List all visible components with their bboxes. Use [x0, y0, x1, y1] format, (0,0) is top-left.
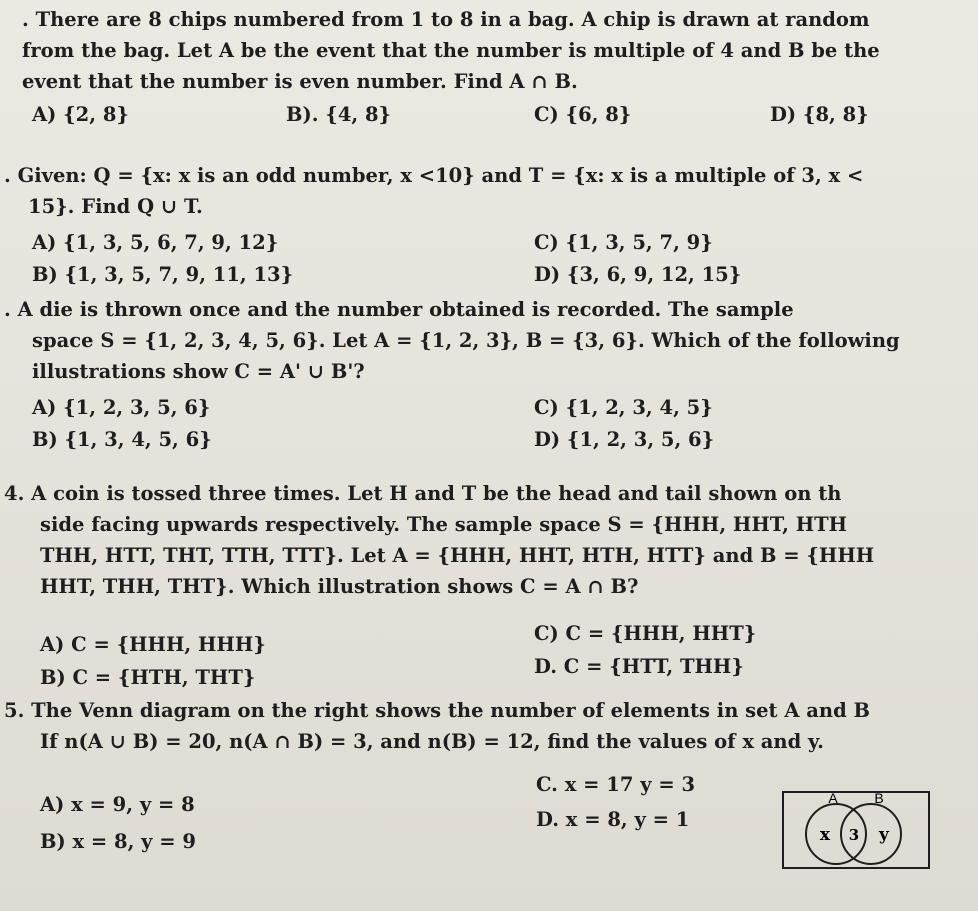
question-line: illustrations show C = A' ∪ B'? — [32, 360, 365, 383]
question-line: HHT, THH, THT}. Which illustration shows C = A ∩ B? — [40, 575, 639, 598]
option: C) {1, 2, 3, 4, 5} — [534, 396, 713, 419]
option: D) {3, 6, 9, 12, 15} — [534, 263, 742, 286]
option: C) {6, 8} — [534, 103, 632, 126]
question-4 — [4, 478, 972, 602]
venn-region-b-only: y — [879, 825, 889, 845]
venn-label-b: B — [874, 790, 884, 806]
question-line: space S = {1, 2, 3, 4, 5, 6}. Let A = {1, 2, 3}, B = {3, 6}. Which of the following — [32, 329, 900, 352]
option: D) {1, 2, 3, 5, 6} — [534, 428, 715, 451]
option: A) {2, 8} — [32, 103, 129, 126]
venn-label-a: A — [828, 790, 838, 806]
question-line: If n(A ∪ B) = 20, n(A ∩ B) = 3, and n(B) = 12, find the values of x and y. — [40, 730, 824, 753]
question-line: . There are 8 chips numbered from 1 to 8 in a bag. A chip is drawn at random — [22, 8, 870, 31]
question-line: . A die is thrown once and the number obtained is recorded. The sample — [4, 298, 794, 321]
question-5 — [4, 695, 972, 757]
question-line: from the bag. Let A be the event that the number is multiple of 4 and B be the — [22, 39, 880, 62]
option: B) C = {HTH, THT} — [40, 666, 256, 689]
question-line: . Given: Q = {x: x is an odd number, x <10} and T = {x: x is a multiple of 3, x < — [4, 164, 864, 187]
question-2 — [4, 160, 972, 222]
option: B). {4, 8} — [286, 103, 392, 126]
question-line: side facing upwards respectively. The sample space S = {HHH, HHT, HTH — [40, 513, 848, 536]
question-1 — [22, 4, 972, 97]
option: C) C = {HHH, HHT} — [534, 622, 757, 645]
question-line: THH, HTT, THT, TTH, TTT}. Let A = {HHH, HHT, HTH, HTT} and B = {HHH — [40, 544, 875, 567]
question-line: 4. A coin is tossed three times. Let H and T be the head and tail shown on th — [4, 482, 842, 505]
option: C) {1, 3, 5, 7, 9} — [534, 231, 713, 254]
question-line: event that the number is even number. Find A ∩ B. — [22, 70, 578, 93]
option: A) C = {HHH, HHH} — [40, 633, 266, 656]
option: A) {1, 3, 5, 6, 7, 9, 12} — [32, 231, 279, 254]
option: B) {1, 3, 5, 7, 9, 11, 13} — [32, 263, 294, 286]
question-line: 15}. Find Q ∪ T. — [28, 195, 203, 218]
option: A) {1, 2, 3, 5, 6} — [32, 396, 211, 419]
option: D) {8, 8} — [770, 103, 869, 126]
option: A) x = 9, y = 8 — [40, 793, 195, 816]
venn-region-intersection: 3 — [848, 826, 860, 844]
venn-diagram — [781, 790, 931, 870]
option: C. x = 17 y = 3 — [536, 773, 696, 796]
option: D. C = {HTT, THH} — [534, 655, 744, 678]
venn-region-a-only: x — [819, 825, 831, 845]
question-line: 5. The Venn diagram on the right shows the number of elements in set A and B — [4, 699, 870, 722]
option: B) {1, 3, 4, 5, 6} — [32, 428, 212, 451]
question-3 — [4, 294, 972, 387]
option: B) x = 8, y = 9 — [40, 830, 196, 853]
option: D. x = 8, y = 1 — [536, 808, 690, 831]
